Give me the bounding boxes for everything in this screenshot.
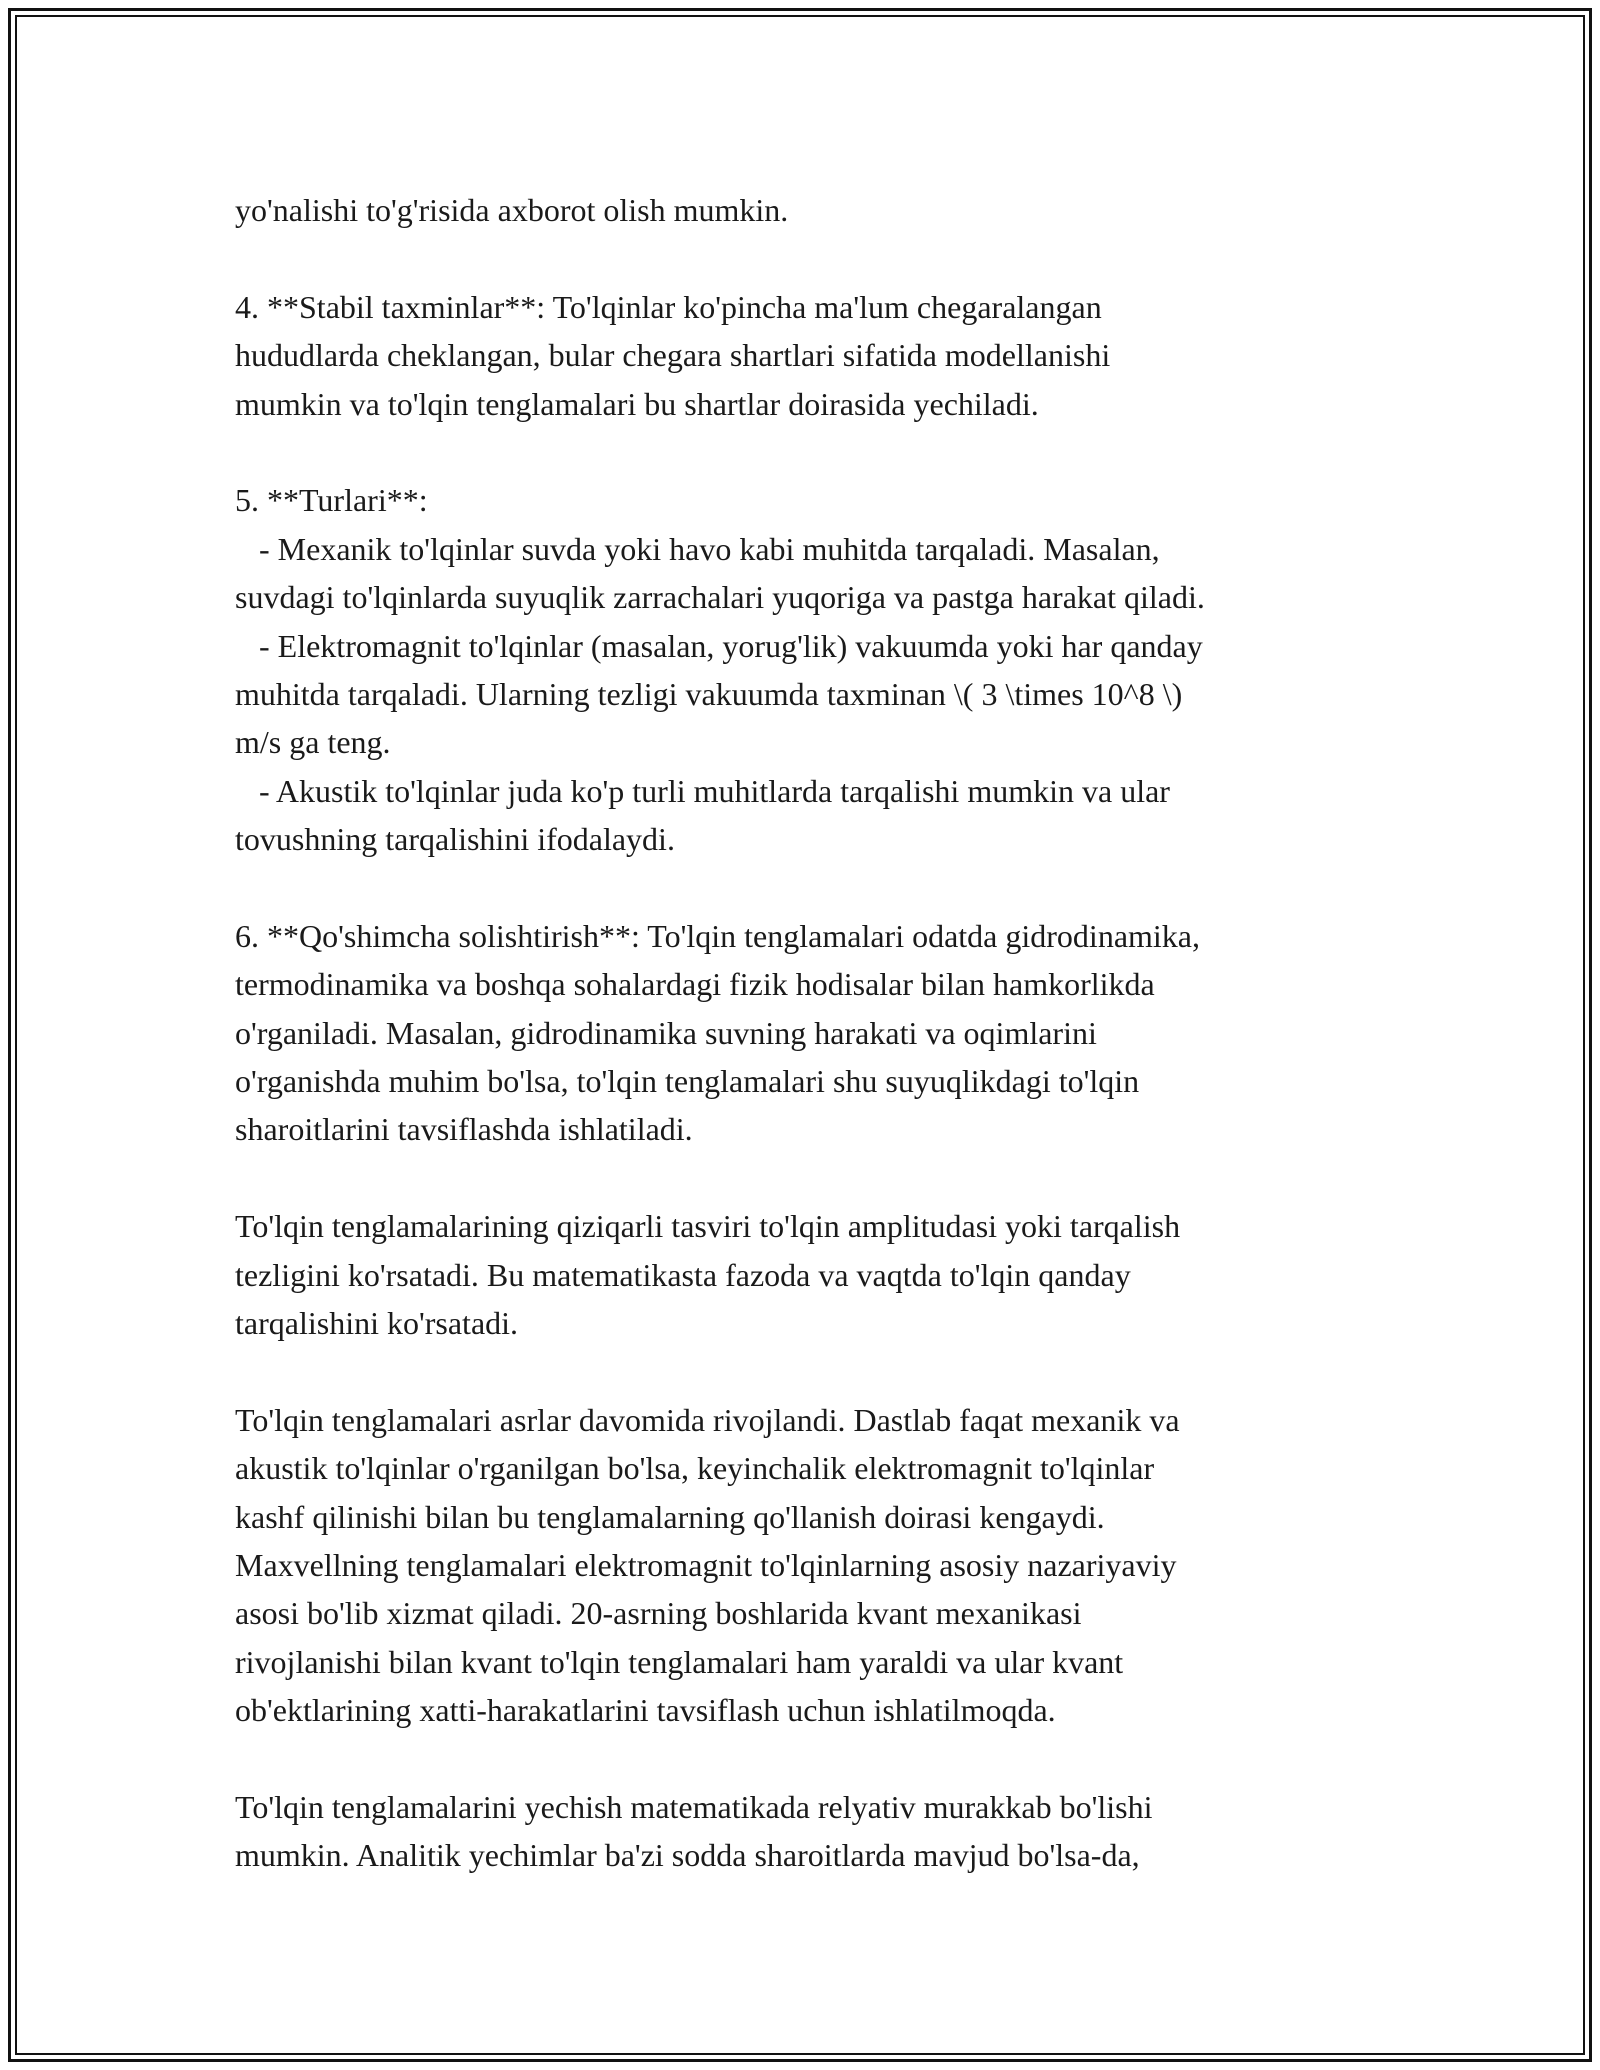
blank-line xyxy=(235,1154,1385,1202)
text-line: tezligini ko'rsatadi. Bu matematikasta fazoda va vaqtda to'lqin qanday xyxy=(235,1256,1131,1293)
text-line: ob'ektlarining xatti-harakatlarini tavsiflash uchun ishlatilmoqda. xyxy=(235,1692,1056,1729)
text-line: To'lqin tenglamalarini yechish matematikada relyativ murakkab bo'lishi xyxy=(235,1788,1153,1825)
text-line: rivojlanishi bilan kvant to'lqin tenglamalari ham yaraldi va ular kvant xyxy=(235,1643,1124,1680)
blank-line xyxy=(235,428,1385,476)
text-line: suvdagi to'lqinlarda suyuqlik zarrachalari yuqoriga va pastga harakat qiladi. xyxy=(235,579,1205,616)
text-line: mumkin va to'lqin tenglamalari bu shartlar doirasida yechiladi. xyxy=(235,385,1039,422)
blank-line xyxy=(235,234,1385,282)
text-line: asosi bo'lib xizmat qiladi. 20-asrning boshlarida kvant mexanikasi xyxy=(235,1595,1082,1632)
text-line: tovushning tarqalishini ifodalaydi. xyxy=(235,821,675,858)
text-line: o'rganishda muhim bo'lsa, to'lqin tenglamalari shu suyuqlikdagi to'lqin xyxy=(235,1063,1140,1100)
text-line: To'lqin tenglamalari asrlar davomida rivojlandi. Dastlab faqat mexanik va xyxy=(235,1401,1180,1438)
text-line: - Akustik to'lqinlar juda ko'p turli muhitlarda tarqalishi mumkin va ular xyxy=(235,772,1170,809)
blank-line xyxy=(235,1735,1385,1783)
text-line: hududlarda cheklangan, bular chegara shartlari sifatida modellanishi xyxy=(235,337,1111,374)
text-line: - Elektromagnit to'lqinlar (masalan, yorug'lik) vakuumda yoki har qanday xyxy=(235,627,1203,664)
text-line: yo'nalishi to'g'risida axborot olish mumkin. xyxy=(235,192,789,228)
blank-line xyxy=(235,1347,1385,1395)
document-body xyxy=(235,186,1385,1880)
text-line: akustik to'lqinlar o'rganilgan bo'lsa, keyinchalik elektromagnit to'lqinlar xyxy=(235,1450,1155,1487)
text-line: m/s ga teng. xyxy=(235,724,391,761)
text-line: Maxvellning tenglamalari elektromagnit to'lqinlarning asosiy nazariyaviy xyxy=(235,1546,1177,1583)
text-line: To'lqin tenglamalarining qiziqarli tasviri to'lqin amplitudasi yoki tarqalish xyxy=(235,1208,1181,1245)
text-line: 5. **Turlari**: xyxy=(235,482,428,519)
text-line: termodinamika va boshqa sohalardagi fizik hodisalar bilan hamkorlikda xyxy=(235,966,1155,1003)
text-line: tarqalishini ko'rsatadi. xyxy=(235,1304,519,1341)
blank-line xyxy=(235,863,1385,911)
text-line: muhitda tarqaladi. Ularning tezligi vakuumda taxminan \( 3 \times 10^8 \) xyxy=(235,675,1183,712)
text-line: mumkin. Analitik yechimlar ba'zi sodda sharoitlarda mavjud bo'lsa-da, xyxy=(235,1837,1140,1874)
text-line: 6. **Qo'shimcha solishtirish**: To'lqin tenglamalari odatda gidrodinamika, xyxy=(235,917,1200,954)
text-line: o'rganiladi. Masalan, gidrodinamika suvning harakati va oqimlarini xyxy=(235,1014,1097,1051)
text-line: kashf qilinishi bilan bu tenglamalarning qo'llanish doirasi kengaydi. xyxy=(235,1498,1105,1535)
text-line: sharoitlarini tavsiflashda ishlatiladi. xyxy=(235,1111,693,1148)
text-line: - Mexanik to'lqinlar suvda yoki havo kabi muhitda tarqaladi. Masalan, xyxy=(235,530,1160,567)
text-line: 4. **Stabil taxminlar**: To'lqinlar ko'pincha ma'lum chegaralangan xyxy=(235,288,1102,325)
